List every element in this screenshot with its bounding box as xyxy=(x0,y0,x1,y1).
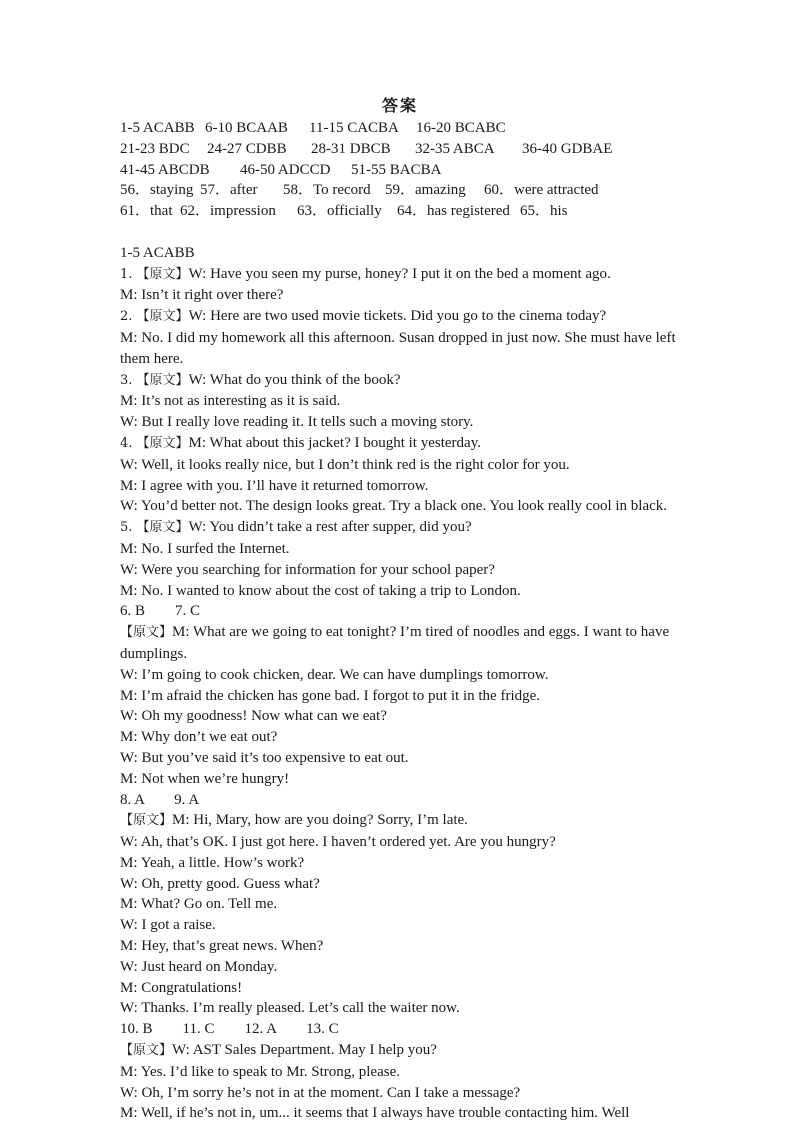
question-tag: 4. 【原文】 xyxy=(120,435,189,451)
transcript-line xyxy=(120,1040,680,1062)
transcript-line: M: Congratulations! xyxy=(120,979,243,996)
transcript-line: W: Thanks. I’m really pleased. Let’s call the waiter now. xyxy=(120,1000,460,1017)
answer-group: 21-23 BDC xyxy=(120,140,190,157)
transcript-line: M: Isn’t it right over there? xyxy=(120,287,284,304)
answer-row xyxy=(120,201,680,222)
answer-group: 1-5 ACABB xyxy=(120,120,195,136)
transcript-line xyxy=(120,517,680,539)
answer-group: 11-15 CACBA xyxy=(309,120,399,136)
dialogue-text: M: What are we going to eat tonight? I’m tired of noodles and eggs. I want to have dumplings. xyxy=(120,624,670,662)
transcript-line xyxy=(120,622,680,665)
transcript-line: W: You’d better not. The design looks great. Try a black one. You look really cool in black. xyxy=(120,498,668,515)
transcript-tag: 【原文】 xyxy=(120,813,173,829)
page-title: 答案 xyxy=(381,98,418,115)
transcript-line xyxy=(120,810,680,832)
section-heading: 1-5 ACABB xyxy=(120,244,195,261)
answer-item: 59．amazing xyxy=(385,182,466,199)
transcript-line: M: Not when we’re hungry! xyxy=(120,770,290,787)
transcript-line: W: Oh my goodness! Now what can we eat? xyxy=(120,708,387,725)
dialogue-text: M: What about this jacket? I bought it yesterday. xyxy=(188,434,481,451)
dialogue-text: M: Hi, Mary, how are you doing? Sorry, I’m late. xyxy=(172,812,468,829)
question-tag: 2. 【原文】 xyxy=(120,309,189,325)
transcript-line: W: Ah, that’s OK. I just got here. I haven’t ordered yet. Are you hungry? xyxy=(120,834,556,851)
answers-line: 6. B 7. C xyxy=(120,603,201,620)
transcript-line: W: Just heard on Monday. xyxy=(120,958,278,975)
document-page xyxy=(120,96,680,1124)
answer-group: 46-50 ADCCD xyxy=(240,161,331,178)
answer-group: 36-40 GDBAE xyxy=(522,140,613,157)
transcript-line: M: Hey, that’s great news. When? xyxy=(120,938,324,955)
transcript-line: W: Oh, I’m sorry he’s not in at the moment. Can I take a message? xyxy=(120,1084,521,1101)
answer-row xyxy=(120,118,680,139)
transcript-line: W: I got a raise. xyxy=(120,917,216,934)
transcript-line: W: Oh, pretty good. Guess what? xyxy=(120,875,320,892)
transcript-line: M: Yes. I’d like to speak to Mr. Strong, please. xyxy=(120,1063,400,1080)
transcript-line-truncated: M: Well, if he’s not in, um... it seems that I always have trouble contacting him. Well xyxy=(120,1105,630,1122)
answer-item: 64．has registered xyxy=(397,203,510,220)
answer-item: 62．impression xyxy=(180,203,276,220)
dialogue-text: W: What do you think of the book? xyxy=(188,371,401,388)
transcript-line xyxy=(120,433,680,455)
answer-group: 41-45 ABCDB xyxy=(120,161,210,178)
transcript-line xyxy=(120,306,680,328)
transcript-line: W: I’m going to cook chicken, dear. We can have dumplings tomorrow. xyxy=(120,666,549,683)
answer-group: 16-20 BCABC xyxy=(416,120,506,136)
transcript-line: M: I agree with you. I’ll have it returned tomorrow. xyxy=(120,477,429,494)
dialogue-text: W: AST Sales Department. May I help you? xyxy=(172,1042,437,1059)
transcript-line: W: Were you searching for information for your school paper? xyxy=(120,561,495,578)
transcript-line xyxy=(120,370,680,392)
question-tag: 1. 【原文】 xyxy=(120,266,189,282)
answer-group: 28-31 DBCB xyxy=(311,140,391,157)
answer-item: 60．were attracted xyxy=(484,182,599,199)
answer-key xyxy=(120,118,680,222)
transcript-line: M: No. I wanted to know about the cost of taking a trip to London. xyxy=(120,582,521,599)
answers-line: 8. A 9. A xyxy=(120,791,200,808)
dialogue-text: W: You didn’t take a rest after supper, did you? xyxy=(188,519,472,536)
question-tag: 3. 【原文】 xyxy=(120,372,189,388)
answer-group: 24-27 CDBB xyxy=(207,140,287,157)
answer-group: 51-55 BACBA xyxy=(351,161,442,178)
answer-item: 65．his xyxy=(520,203,568,220)
transcript-line: W: But I really love reading it. It tells such a moving story. xyxy=(120,414,474,431)
transcript-line: M: What? Go on. Tell me. xyxy=(120,896,278,913)
transcript-tag: 【原文】 xyxy=(120,1043,173,1059)
dialogue-text: W: Have you seen my purse, honey? I put it on the bed a moment ago. xyxy=(188,265,611,282)
answer-item: 58．To record xyxy=(283,182,371,199)
spacer xyxy=(120,222,680,243)
transcript-line: M: Yeah, a little. How’s work? xyxy=(120,854,305,871)
answer-row xyxy=(120,139,680,160)
transcript-line: M: No. I did my homework all this afternoon. Susan dropped in just now. She must have left them here. xyxy=(120,329,676,367)
answer-item: 63．officially xyxy=(297,203,382,220)
transcript-tag: 【原文】 xyxy=(120,625,173,641)
listening-transcript xyxy=(120,243,680,1124)
transcript-line: M: I’m afraid the chicken has gone bad. I forgot to put it in the fridge. xyxy=(120,687,541,704)
transcript-line: W: But you’ve said it’s too expensive to eat out. xyxy=(120,749,409,766)
answer-item: 57．after xyxy=(200,182,258,199)
answer-item: 61．that xyxy=(120,203,173,220)
answer-group: 6-10 BCAAB xyxy=(205,120,288,136)
answer-item: 56．staying xyxy=(120,182,194,199)
answer-row xyxy=(120,160,680,181)
transcript-line: M: It’s not as interesting as it is said. xyxy=(120,393,341,410)
answers-line: 10. B 11. C 12. A 13. C xyxy=(120,1021,339,1038)
dialogue-text: W: Here are two used movie tickets. Did you go to the cinema today? xyxy=(188,308,607,325)
transcript-line: W: Well, it looks really nice, but I don’t think red is the right color for you. xyxy=(120,456,570,473)
transcript-line: M: No. I surfed the Internet. xyxy=(120,540,290,557)
transcript-line: M: Why don’t we eat out? xyxy=(120,729,278,746)
answer-row xyxy=(120,180,680,201)
transcript-line xyxy=(120,264,680,286)
answer-group: 32-35 ABCA xyxy=(415,140,495,157)
question-tag: 5. 【原文】 xyxy=(120,520,189,536)
